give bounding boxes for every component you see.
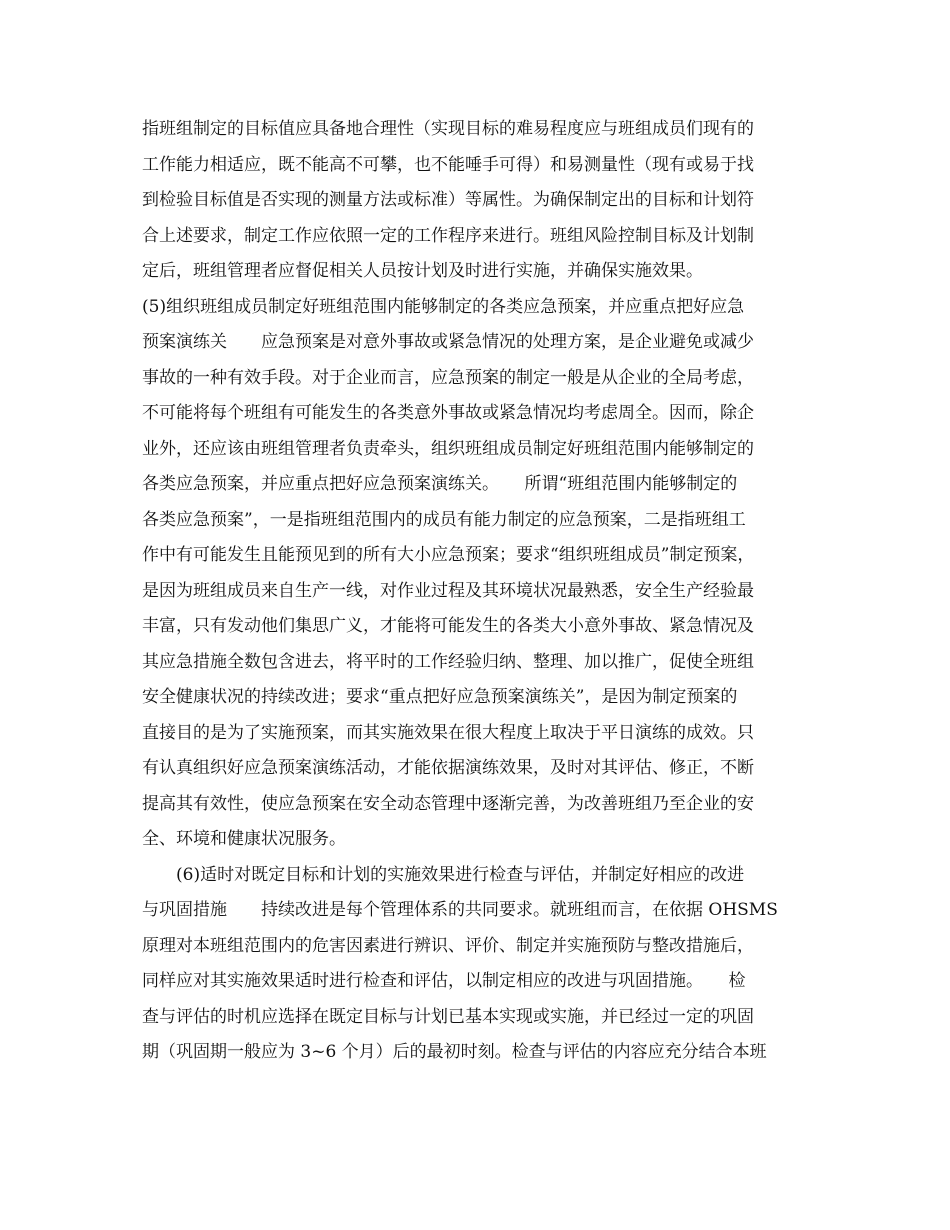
- text-line: 提高其有效性，使应急预案在安全动态管理中逐渐完善，为改善班组乃至企业的安: [142, 793, 754, 814]
- text-line: 不可能将每个班组有可能发生的各类意外事故或紧急情况均考虑周全。因而，除企: [142, 403, 754, 423]
- text-line: 指班组制定的目标值应具备地合理性（实现目标的难易程度应与班组成员们现有的: [142, 119, 754, 139]
- text-line: (5)组织班组成员制定好班组范围内能够制定的各类应急预案，并应重点把好应急: [142, 296, 745, 317]
- text-line: 与巩固措施 持续改进是每个管理体系的共同要求。就班组而言，在依据 OHSMS: [142, 900, 778, 920]
- text-line: 直接目的是为了实施预案，而其实施效果在很大程度上取决于平日演练的成效。只: [142, 722, 754, 743]
- text-line: 有认真组织好应急预案演练活动，才能依据演练效果，及时对其评估、修正，不断: [142, 758, 754, 778]
- text-line: 原理对本班组范围内的危害因素进行辨识、评价、制定并实施预防与整改措施后，: [142, 935, 754, 956]
- text-line: 预案演练关 应急预案是对意外事故或紧急情况的处理方案，是企业避免或减少: [142, 332, 754, 352]
- text-line: 是因为班组成员来自生产一线，对作业过程及其环境状况最熟悉，安全生产经验最: [142, 580, 754, 601]
- text-line: 定后，班组管理者应督促相关人员按计划及时进行实施，并确保实施效果。: [142, 261, 703, 281]
- text-line: 各类应急预案，并应重点把好应急预案演练关。 所谓“班组范围内能够制定的: [142, 474, 738, 494]
- text-line: 全、环境和健康状况服务。: [142, 829, 346, 849]
- text-line: (6)适时对既定目标和计划的实施效果进行检查与评估，并制定好相应的改进: [142, 864, 745, 885]
- text-line: 工作能力相适应，既不能高不可攀，也不能唾手可得）和易测量性（现有或易于找: [142, 154, 754, 175]
- document-body: [142, 112, 822, 1071]
- text-line: 期（巩固期一般应为 3~6 个月）后的最初时刻。检查与评估的内容应充分结合本班: [142, 1042, 767, 1062]
- text-line: 丰富，只有发动他们集思广义，才能将可能发生的各类大小意外事故、紧急情况及: [142, 616, 754, 636]
- text-line: 合上述要求，制定工作应依照一定的工作程序来进行。班组风险控制目标及计划制: [142, 225, 754, 246]
- text-line: 其应急措施全数包含进去，将平时的工作经验归纳、整理、加以推广，促使全班组: [142, 651, 754, 672]
- text-line: 安全健康状况的持续改进；要求“重点把好应急预案演练关”，是因为制定预案的: [142, 687, 738, 707]
- text-line: 业外，还应该由班组管理者负责牵头，组织班组成员制定好班组范围内能够制定的: [142, 438, 754, 459]
- text-line: 作中有可能发生且能预见到的所有大小应急预案；要求“组织班组成员”制定预案，: [142, 545, 755, 565]
- text-line: 同样应对其实施效果适时进行检查和评估，以制定相应的改进与巩固措施。 检: [142, 971, 746, 991]
- text-line: 各类应急预案”，一是指班组范围内的成员有能力制定的应急预案，二是指班组工: [142, 509, 746, 530]
- text-line: 到检验目标值是否实现的测量方法或标准）等属性。为确保制定出的目标和计划符: [142, 190, 754, 210]
- text-line: 事故的一种有效手段。对于企业而言，应急预案的制定一般是从企业的全局考虑，: [142, 367, 754, 388]
- text-line: 查与评估的时机应选择在既定目标与计划已基本实现或实施，并已经过一定的巩固: [142, 1006, 754, 1027]
